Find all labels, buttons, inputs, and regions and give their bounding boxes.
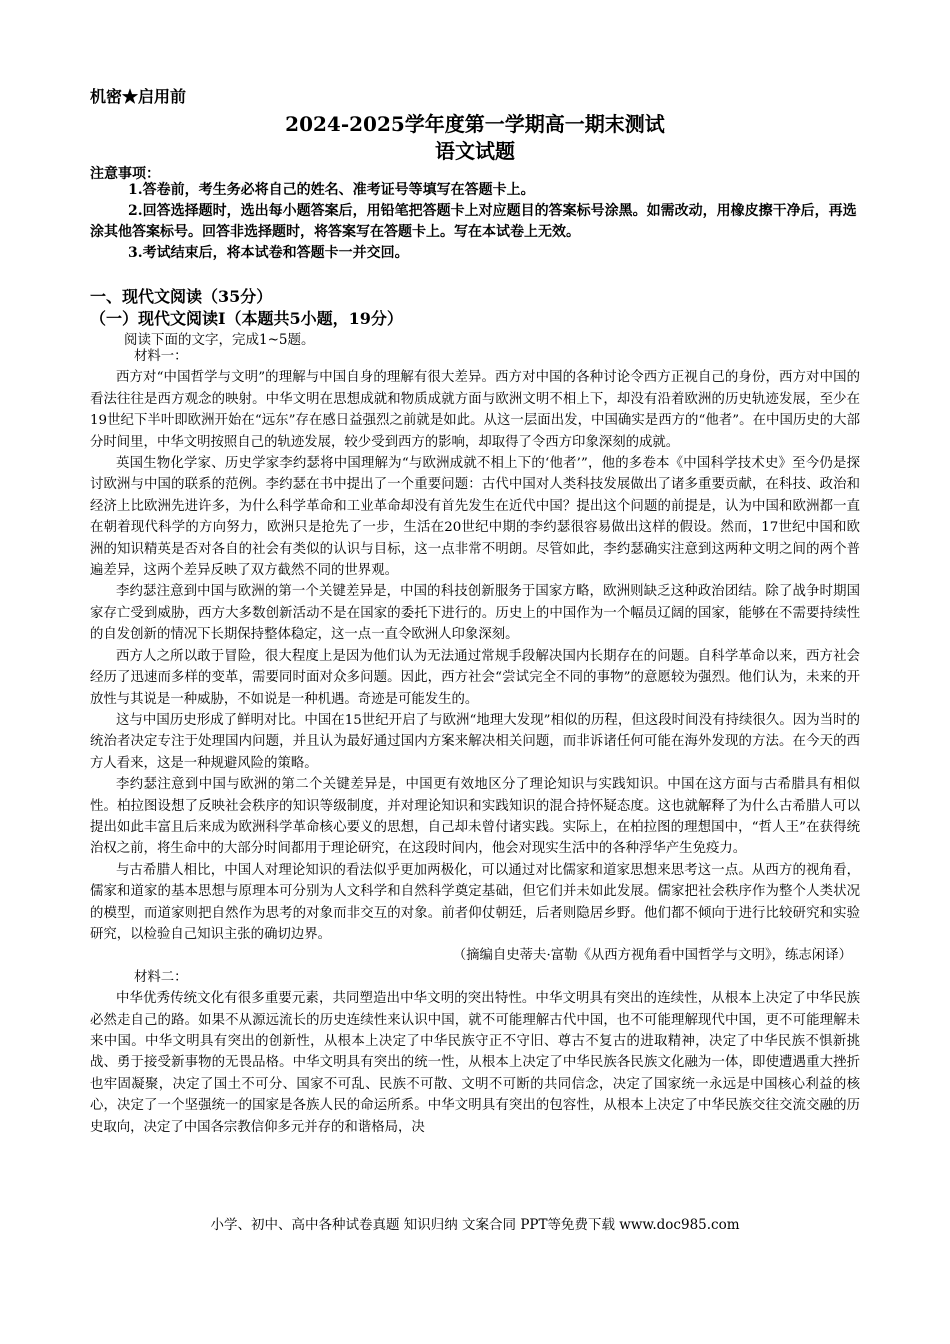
material-1-paragraph: 李约瑟注意到中国与欧洲的第一个关键差异是，中国的科技创新服务于国家方略，欧洲则缺乏这种政治团结。除了战争时期国家存亡受到威胁，西方大多数创新活动不是在国家的委托下进行的。历史上的中国作为一个幅员辽阔的国家，能够在不需要持续性的自发创新的情况下长期保持整体稳定，这一点一直令欧洲人印象深刻。 [90,584,860,643]
section-title: 一、现代文阅读（35分） [90,287,273,306]
material-1-paragraph: 李约瑟注意到中国与欧洲的第二个关键差异是，中国更有效地区分了理论知识与实践知识。中国在这方面与古希腊具有相似性。柏拉图设想了反映社会秩序的知识等级制度，并对理论知识和实践知识的混合持怀疑态度。这也就解释了为什么古希腊人可以提出如此丰富且后来成为欧洲科学革命核心要义的思想，自己却未曾付诸实践。实际上，在柏拉图的理想国中，“哲人王”在获得统治权之前，将生命中的大部分时间都用于理论研究，在这段时间内，他会对现实生活中的各种浮华产生免疫力。 [90,777,860,857]
material-1-label: 材料一： [134,349,188,364]
note-item-2: 2.回答选择题时，选出每小题答案后，用铅笔把答题卡上对应题目的答案标号涂黑。如需改动，用橡皮擦干净后，再选涂其他答案标号。回答非选择题时，将答案写在答题卡上。写在本试卷上无效。 [90,203,857,240]
material-2-paragraph: 中华优秀传统文化有很多重要元素，共同塑造出中华文明的突出特性。中华文明具有突出的连续性，从根本上决定了中华民族必然走自己的路。如果不从源远流长的历史连续性来认识中国，就不可能理解古代中国，也不可能理解现代中国，更不可能理解未来中国。中华文明具有突出的创新性，从根本上决定了中华民族守正不守旧、尊古不复古的进取精神，决定了中华民族不惧新挑战、勇于接受新事物的无畏品格。中华文明具有突出的统一性，从根本上决定了中华民族各民族文化融为一体，即使遭遇重大挫折也牢固凝聚，决定了国土不可分、国家不可乱、民族不可散、文明不可断的共同信念，决定了国家统一永远是中国核心利益的核心，决定了一个坚强统一的国家是各族人民的命运所系。中华文明具有突出的包容性，从根本上决定了中华民族交往交流交融的历史取向，决定了中国各宗教信仰多元并存的和谐格局，决 [90,991,860,1135]
confidential-mark: 机密★启用前 [90,87,187,106]
note-item-3: 3.考试结束后，将本试卷和答题卡一并交回。 [128,245,409,261]
material-1-paragraph: 与古希腊人相比，中国人对理论知识的看法似乎更加两极化，可以通过对比儒家和道家思想来思考这一点。从西方的视角看，儒家和道家的基本思想与原理本可分别为人文科学和自然科学奠定基础，但它们并未如此发展。儒家把社会秩序作为整个人类状况的模型，而道家则把自然作为思考的对象而非交互的对象。前者仰仗朝廷，后者则隐居乡野。他们都不倾向于进行比较研究和实验研究，以检验自己知识主张的确切边界。 [90,862,860,942]
material-1-paragraph: 西方人之所以敢于冒险，很大程度上是因为他们认为无法通过常规手段解决国内长期存在的问题。自科学革命以来，西方社会经历了迅速而多样的变革，需要同时面对众多问题。因此，西方社会“尝试完全不同的事物”的意愿较为强烈。他们认为，未来的开放性与其说是一种威胁，不如说是一种机遇。奇迹是可能发生的。 [90,648,860,707]
notes-list [90,180,862,264]
material-1-paragraph: 西方对“中国哲学与文明”的理解与中国自身的理解有很大差异。西方对中国的各种讨论令西方正视自己的身份，西方对中国的看法往往是西方观念的映射。中华文明在思想成就和物质成就方面与欧洲文明不相上下，却没有沿着欧洲的历史轨迹发展，至少在19世纪下半叶即欧洲开始在“远东”存在感日益强烈之前就是如此。从这一层面出发，中国确实是西方的“他者”。在中国历史的大部分时间里，中华文明按照自己的轨迹发展，较少受到西方的影响，却取得了令西方印象深刻的成就。 [90,370,860,450]
exam-subtitle: 语文试题 [435,139,515,163]
footer-link[interactable]: 小学、初中、高中各种试卷真题 知识归纳 文案合同 PPT等免费下载 www.doc985.com [210,1217,740,1233]
section-instruction: 阅读下面的文字，完成1~5题。 [124,332,315,348]
material-2-label: 材料二： [134,969,188,985]
notes-heading: 注意事项： [90,166,160,182]
section-subtitle: （一）现代文阅读Ⅰ（本题共5小题，19分） [90,309,403,328]
material-1-paragraph: 英国生物化学家、历史学家李约瑟将中国理解为“与欧洲成就不相上下的‘他者’”，他的多卷本《中国科学技术史》至今仍是探讨欧洲与中国的联系的范例。李约瑟在书中提出了一个重要问题：古代中国对人类科技发展做出了诸多重要贡献，在科技、政治和经济上比欧洲先进许多，为什么科学革命和工业革命却没有首先发生在近代中国？提出这个问题的前提是，认为中国和欧洲都一直在朝着现代科学的方向努力，欧洲只是抢先了一步，生活在20世纪中期的李约瑟很容易做出这样的假设。然而，17世纪中国和欧洲的知识精英是否对各自的社会有类似的认识与目标，这一点非常不明朗。尽管如此，李约瑟确实注意到这两种文明之间的两个普遍差异，这两个差异反映了双方截然不同的世界观。 [90,456,860,579]
reading-passage [90,346,860,1138]
note-item-1: 1.答卷前，考生务必将自己的姓名、准考证号等填写在答题卡上。 [128,182,535,198]
material-1-paragraph: 这与中国历史形成了鲜明对比。中国在15世纪开启了与欧洲“地理大发现”相似的历程，但这段时间没有持续很久。因为当时的统治者决定专注于处理国内问题，并且认为最好通过国内方案来解决相关问题，而非诉诸任何可能在海外发现的方法。在今天的西方人看来，这是一种规避风险的策略。 [90,712,860,771]
material-1-source: （摘编自史蒂夫·富勒《从西方视角看中国哲学与文明》，练志闲译） [452,948,852,964]
exam-title: 2024-2025学年度第一学期高一期末测试 [285,112,665,136]
